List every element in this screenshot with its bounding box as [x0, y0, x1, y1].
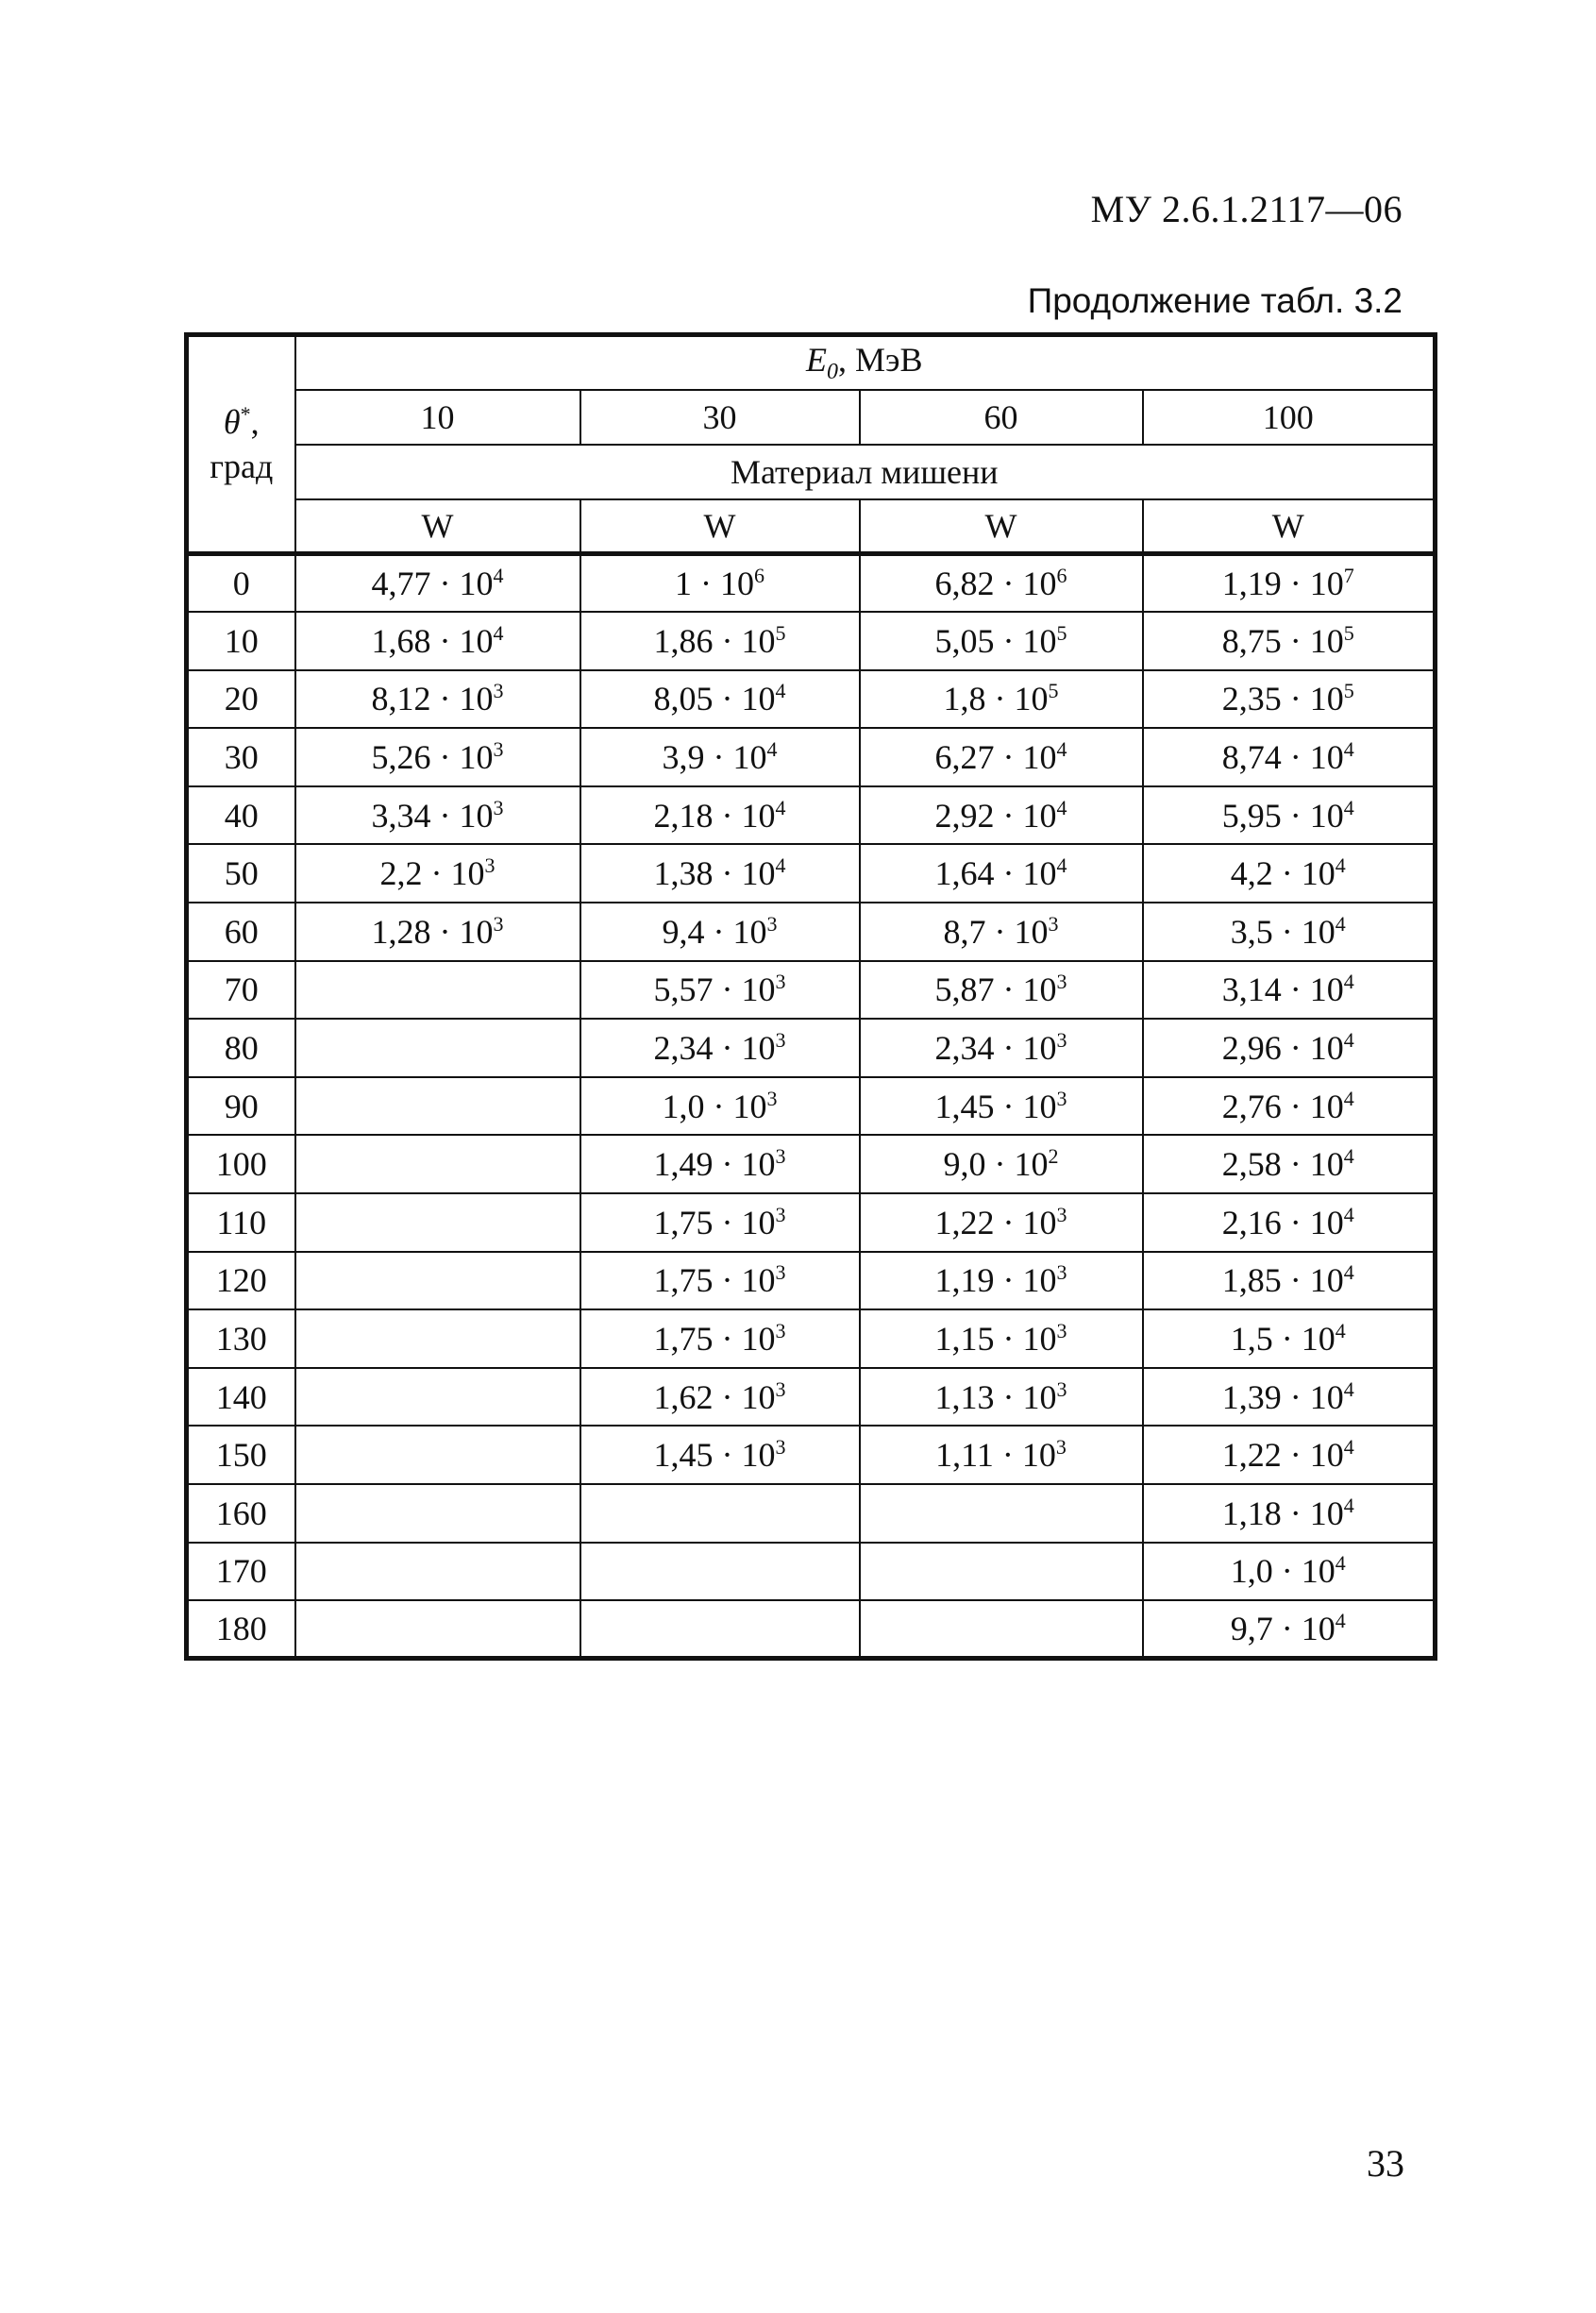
e0-subscript: 0	[827, 360, 839, 385]
value-cell	[1143, 1077, 1436, 1136]
angle-cell: 80	[187, 1019, 295, 1077]
value-mantissa: 1,45 · 10	[934, 1087, 1057, 1125]
value-cell	[860, 1019, 1143, 1077]
value-mantissa: 2,16 · 10	[1221, 1203, 1344, 1241]
angle-header	[187, 335, 295, 554]
angle-cell: 100	[187, 1135, 295, 1193]
value-exponent: 4	[1343, 1086, 1354, 1110]
value-cell	[1143, 1368, 1436, 1427]
table-row	[187, 1193, 1436, 1252]
value-exponent: 4	[775, 795, 786, 819]
angle-cell: 140	[187, 1368, 295, 1427]
value-exponent: 5	[1343, 679, 1354, 703]
value-mantissa: 4,2 · 10	[1230, 854, 1336, 893]
value-mantissa: 1,22 · 10	[1221, 1436, 1344, 1475]
table-row	[187, 1426, 1436, 1484]
value-cell	[295, 961, 580, 1020]
value-exponent: 5	[775, 620, 786, 645]
value-mantissa: 8,7 · 10	[943, 912, 1049, 951]
value-cell	[1143, 1019, 1436, 1077]
value-exponent: 6	[1056, 564, 1067, 588]
value-cell	[580, 961, 860, 1020]
value-cell	[580, 903, 860, 961]
value-cell	[580, 1135, 860, 1193]
angle-cell: 150	[187, 1426, 295, 1484]
value-mantissa: 5,95 · 10	[1221, 796, 1344, 835]
value-exponent: 4	[775, 853, 786, 878]
value-mantissa: 8,74 · 10	[1221, 738, 1344, 777]
table-row	[187, 1368, 1436, 1427]
angle-cell: 0	[187, 554, 295, 613]
value-exponent: 3	[1056, 970, 1067, 994]
value-cell	[295, 670, 580, 729]
angle-cell: 20	[187, 670, 295, 729]
value-cell	[1143, 786, 1436, 845]
value-cell	[1143, 1309, 1436, 1368]
value-cell	[580, 1543, 860, 1601]
energy-value: 10	[295, 390, 580, 445]
material-value: W	[860, 499, 1143, 554]
value-cell	[860, 670, 1143, 729]
value-cell	[1143, 844, 1436, 903]
angle-cell: 50	[187, 844, 295, 903]
value-mantissa: 1,86 · 10	[653, 621, 776, 660]
table-row	[187, 554, 1436, 613]
value-exponent: 3	[1056, 1319, 1067, 1343]
value-exponent: 3	[493, 911, 504, 936]
value-mantissa: 3,34 · 10	[371, 796, 494, 835]
value-mantissa: 5,87 · 10	[934, 971, 1057, 1009]
e0-unit: , МэВ	[838, 341, 923, 380]
value-cell	[580, 554, 860, 613]
value-cell	[1143, 1543, 1436, 1601]
value-cell	[295, 1309, 580, 1368]
value-exponent: 3	[1056, 1376, 1067, 1401]
value-mantissa: 1,49 · 10	[653, 1145, 776, 1184]
value-exponent: 4	[1343, 1435, 1354, 1460]
value-exponent: 3	[775, 1202, 786, 1226]
angle-unit: град	[210, 447, 274, 485]
value-cell	[580, 612, 860, 670]
value-cell	[295, 1135, 580, 1193]
value-cell	[580, 728, 860, 786]
value-mantissa: 1,19 · 10	[934, 1261, 1057, 1300]
value-cell	[580, 1019, 860, 1077]
value-cell	[1143, 1426, 1436, 1484]
value-exponent: 4	[1343, 1260, 1354, 1285]
value-cell	[295, 554, 580, 613]
value-exponent: 4	[1343, 737, 1354, 762]
value-cell	[295, 1543, 580, 1601]
value-mantissa: 2,35 · 10	[1221, 680, 1344, 718]
value-exponent: 3	[775, 1376, 786, 1401]
angle-cell: 160	[187, 1484, 295, 1543]
value-cell	[860, 1193, 1143, 1252]
value-cell	[860, 903, 1143, 961]
value-mantissa: 1,18 · 10	[1221, 1494, 1344, 1532]
value-cell	[295, 1193, 580, 1252]
theta-star: *	[240, 401, 251, 426]
value-cell	[860, 1252, 1143, 1310]
value-cell	[295, 1484, 580, 1543]
value-cell	[580, 1309, 860, 1368]
value-mantissa: 1,85 · 10	[1221, 1261, 1344, 1300]
energy-value: 30	[580, 390, 860, 445]
value-cell	[860, 728, 1143, 786]
value-cell	[580, 1368, 860, 1427]
value-cell	[580, 786, 860, 845]
value-mantissa: 1,0 · 10	[662, 1087, 767, 1125]
value-exponent: 4	[1343, 1028, 1354, 1053]
value-mantissa: 8,75 · 10	[1221, 621, 1344, 660]
value-mantissa: 1,15 · 10	[934, 1320, 1057, 1359]
value-exponent: 3	[775, 1319, 786, 1343]
table-row	[187, 1077, 1436, 1136]
value-exponent: 3	[1056, 1028, 1067, 1053]
theta-symbol: θ	[223, 402, 241, 441]
value-cell	[860, 844, 1143, 903]
table-row	[187, 1309, 1436, 1368]
document-code: МУ 2.6.1.2117—06	[1090, 188, 1403, 230]
value-exponent: 4	[493, 564, 504, 588]
value-mantissa: 2,96 · 10	[1221, 1029, 1344, 1068]
value-mantissa: 1,28 · 10	[371, 912, 494, 951]
table-row	[187, 961, 1436, 1020]
value-cell	[295, 1077, 580, 1136]
value-cell	[860, 961, 1143, 1020]
table-continuation-caption: Продолжение табл. 3.2	[1027, 281, 1403, 320]
value-cell	[1143, 1193, 1436, 1252]
table-row	[187, 903, 1436, 961]
value-exponent: 3	[1056, 1086, 1067, 1110]
value-cell	[860, 1077, 1143, 1136]
table-row	[187, 612, 1436, 670]
value-exponent: 3	[493, 795, 504, 819]
value-exponent: 4	[1335, 911, 1346, 936]
value-cell	[580, 670, 860, 729]
value-cell	[860, 612, 1143, 670]
value-exponent: 4	[1335, 853, 1346, 878]
value-mantissa: 6,27 · 10	[934, 738, 1057, 777]
value-cell	[860, 1426, 1143, 1484]
value-mantissa: 1,13 · 10	[934, 1377, 1057, 1416]
table-row	[187, 1484, 1436, 1543]
value-cell	[1143, 1600, 1436, 1659]
energy-header	[295, 335, 1436, 390]
material-header: Материал мишени	[295, 445, 1436, 499]
table-body	[187, 554, 1436, 1659]
value-cell	[580, 1484, 860, 1543]
value-cell	[860, 1484, 1143, 1543]
angle-cell: 170	[187, 1543, 295, 1601]
value-cell	[1143, 961, 1436, 1020]
value-cell	[295, 903, 580, 961]
value-exponent: 4	[1343, 795, 1354, 819]
value-exponent: 4	[1343, 1144, 1354, 1169]
value-cell	[295, 1019, 580, 1077]
value-mantissa: 1,39 · 10	[1221, 1377, 1344, 1416]
value-cell	[860, 1368, 1143, 1427]
value-cell	[295, 728, 580, 786]
value-cell	[295, 844, 580, 903]
value-cell	[1143, 670, 1436, 729]
radiation-table	[184, 332, 1437, 1661]
material-value: W	[295, 499, 580, 554]
value-cell	[1143, 554, 1436, 613]
value-mantissa: 5,26 · 10	[371, 738, 494, 777]
table-row	[187, 728, 1436, 786]
value-cell	[295, 1368, 580, 1427]
value-mantissa: 1,0 · 10	[1230, 1552, 1336, 1591]
value-mantissa: 2,2 · 10	[379, 854, 485, 893]
value-exponent: 4	[766, 737, 778, 762]
value-mantissa: 1,5 · 10	[1230, 1320, 1336, 1359]
value-mantissa: 1,64 · 10	[934, 854, 1057, 893]
value-mantissa: 3,14 · 10	[1221, 971, 1344, 1009]
value-cell	[295, 1600, 580, 1659]
energy-value: 100	[1143, 390, 1436, 445]
value-cell	[1143, 728, 1436, 786]
value-cell	[580, 1077, 860, 1136]
value-cell	[860, 1600, 1143, 1659]
value-mantissa: 1,11 · 10	[935, 1436, 1056, 1475]
value-cell	[860, 554, 1143, 613]
angle-cell: 90	[187, 1077, 295, 1136]
e0-symbol: E	[806, 341, 828, 380]
value-exponent: 4	[1335, 1609, 1346, 1633]
value-exponent: 4	[1343, 1493, 1354, 1517]
angle-cell: 110	[187, 1193, 295, 1252]
value-mantissa: 2,18 · 10	[653, 796, 776, 835]
angle-cell: 30	[187, 728, 295, 786]
value-exponent: 2	[1048, 1144, 1059, 1169]
value-cell	[1143, 1484, 1436, 1543]
value-exponent: 3	[775, 1144, 786, 1169]
angle-cell: 130	[187, 1309, 295, 1368]
value-cell	[860, 1135, 1143, 1193]
value-exponent: 7	[1343, 564, 1354, 588]
value-exponent: 3	[775, 1260, 786, 1285]
value-cell	[295, 1252, 580, 1310]
value-exponent: 5	[1056, 620, 1067, 645]
value-exponent: 4	[493, 620, 504, 645]
angle-cell: 70	[187, 961, 295, 1020]
value-mantissa: 4,77 · 10	[371, 565, 494, 603]
value-exponent: 3	[484, 853, 496, 878]
value-mantissa: 1,22 · 10	[934, 1203, 1057, 1241]
value-mantissa: 1,75 · 10	[653, 1261, 776, 1300]
table-row	[187, 1019, 1436, 1077]
value-exponent: 5	[1343, 620, 1354, 645]
value-exponent: 4	[1056, 737, 1067, 762]
value-mantissa: 1,19 · 10	[1221, 565, 1344, 603]
value-mantissa: 3,9 · 10	[662, 738, 767, 777]
table-row	[187, 1252, 1436, 1310]
value-mantissa: 2,92 · 10	[934, 796, 1057, 835]
value-cell	[860, 1543, 1143, 1601]
value-exponent: 3	[493, 679, 504, 703]
value-cell	[580, 844, 860, 903]
table-row	[187, 844, 1436, 903]
value-exponent: 5	[1048, 679, 1059, 703]
value-mantissa: 1 · 10	[675, 565, 754, 603]
value-exponent: 3	[1048, 911, 1059, 936]
angle-cell: 60	[187, 903, 295, 961]
value-mantissa: 3,5 · 10	[1230, 912, 1336, 951]
value-cell	[580, 1252, 860, 1310]
value-mantissa: 1,75 · 10	[653, 1320, 776, 1359]
value-exponent: 4	[1343, 1376, 1354, 1401]
value-cell	[1143, 903, 1436, 961]
value-mantissa: 6,82 · 10	[934, 565, 1057, 603]
value-exponent: 4	[1335, 1551, 1346, 1576]
value-mantissa: 2,34 · 10	[653, 1029, 776, 1068]
material-value: W	[580, 499, 860, 554]
value-mantissa: 1,62 · 10	[653, 1377, 776, 1416]
value-mantissa: 1,75 · 10	[653, 1203, 776, 1241]
value-exponent: 4	[1056, 853, 1067, 878]
value-cell	[580, 1426, 860, 1484]
value-cell	[580, 1600, 860, 1659]
value-exponent: 3	[775, 970, 786, 994]
value-mantissa: 9,7 · 10	[1230, 1610, 1336, 1648]
energy-value: 60	[860, 390, 1143, 445]
value-cell	[295, 612, 580, 670]
value-mantissa: 2,34 · 10	[934, 1029, 1057, 1068]
angle-cell: 180	[187, 1600, 295, 1659]
value-exponent: 4	[1343, 1202, 1354, 1226]
value-exponent: 3	[766, 1086, 778, 1110]
value-exponent: 6	[754, 564, 764, 588]
value-cell	[1143, 1252, 1436, 1310]
value-exponent: 4	[1335, 1319, 1346, 1343]
value-exponent: 4	[1343, 970, 1354, 994]
value-mantissa: 1,45 · 10	[653, 1436, 776, 1475]
value-exponent: 4	[775, 679, 786, 703]
theta-comma: ,	[250, 402, 260, 441]
value-exponent: 3	[493, 737, 504, 762]
value-mantissa: 2,58 · 10	[1221, 1145, 1344, 1184]
value-mantissa: 8,05 · 10	[653, 680, 776, 718]
material-value: W	[1143, 499, 1436, 554]
value-cell	[1143, 612, 1436, 670]
value-exponent: 3	[766, 911, 778, 936]
angle-cell: 120	[187, 1252, 295, 1310]
value-exponent: 3	[1055, 1435, 1067, 1460]
value-mantissa: 9,0 · 10	[943, 1145, 1049, 1184]
value-cell	[1143, 1135, 1436, 1193]
table-row	[187, 1543, 1436, 1601]
value-mantissa: 5,57 · 10	[653, 971, 776, 1009]
page-number: 33	[1367, 2142, 1404, 2185]
value-exponent: 4	[1056, 795, 1067, 819]
value-mantissa: 9,4 · 10	[662, 912, 767, 951]
value-cell	[295, 1426, 580, 1484]
value-mantissa: 1,68 · 10	[371, 621, 494, 660]
value-exponent: 3	[775, 1028, 786, 1053]
value-cell	[860, 786, 1143, 845]
table-row	[187, 1135, 1436, 1193]
value-mantissa: 1,8 · 10	[943, 680, 1049, 718]
value-exponent: 3	[775, 1435, 786, 1460]
angle-cell: 40	[187, 786, 295, 845]
value-mantissa: 5,05 · 10	[934, 621, 1057, 660]
value-exponent: 3	[1056, 1260, 1067, 1285]
table-row	[187, 670, 1436, 729]
angle-cell: 10	[187, 612, 295, 670]
value-exponent: 3	[1056, 1202, 1067, 1226]
value-mantissa: 1,38 · 10	[653, 854, 776, 893]
value-mantissa: 2,76 · 10	[1221, 1087, 1344, 1125]
table-row	[187, 1600, 1436, 1659]
value-cell	[295, 786, 580, 845]
value-mantissa: 8,12 · 10	[371, 680, 494, 718]
table-row	[187, 786, 1436, 845]
value-cell	[580, 1193, 860, 1252]
value-cell	[860, 1309, 1143, 1368]
